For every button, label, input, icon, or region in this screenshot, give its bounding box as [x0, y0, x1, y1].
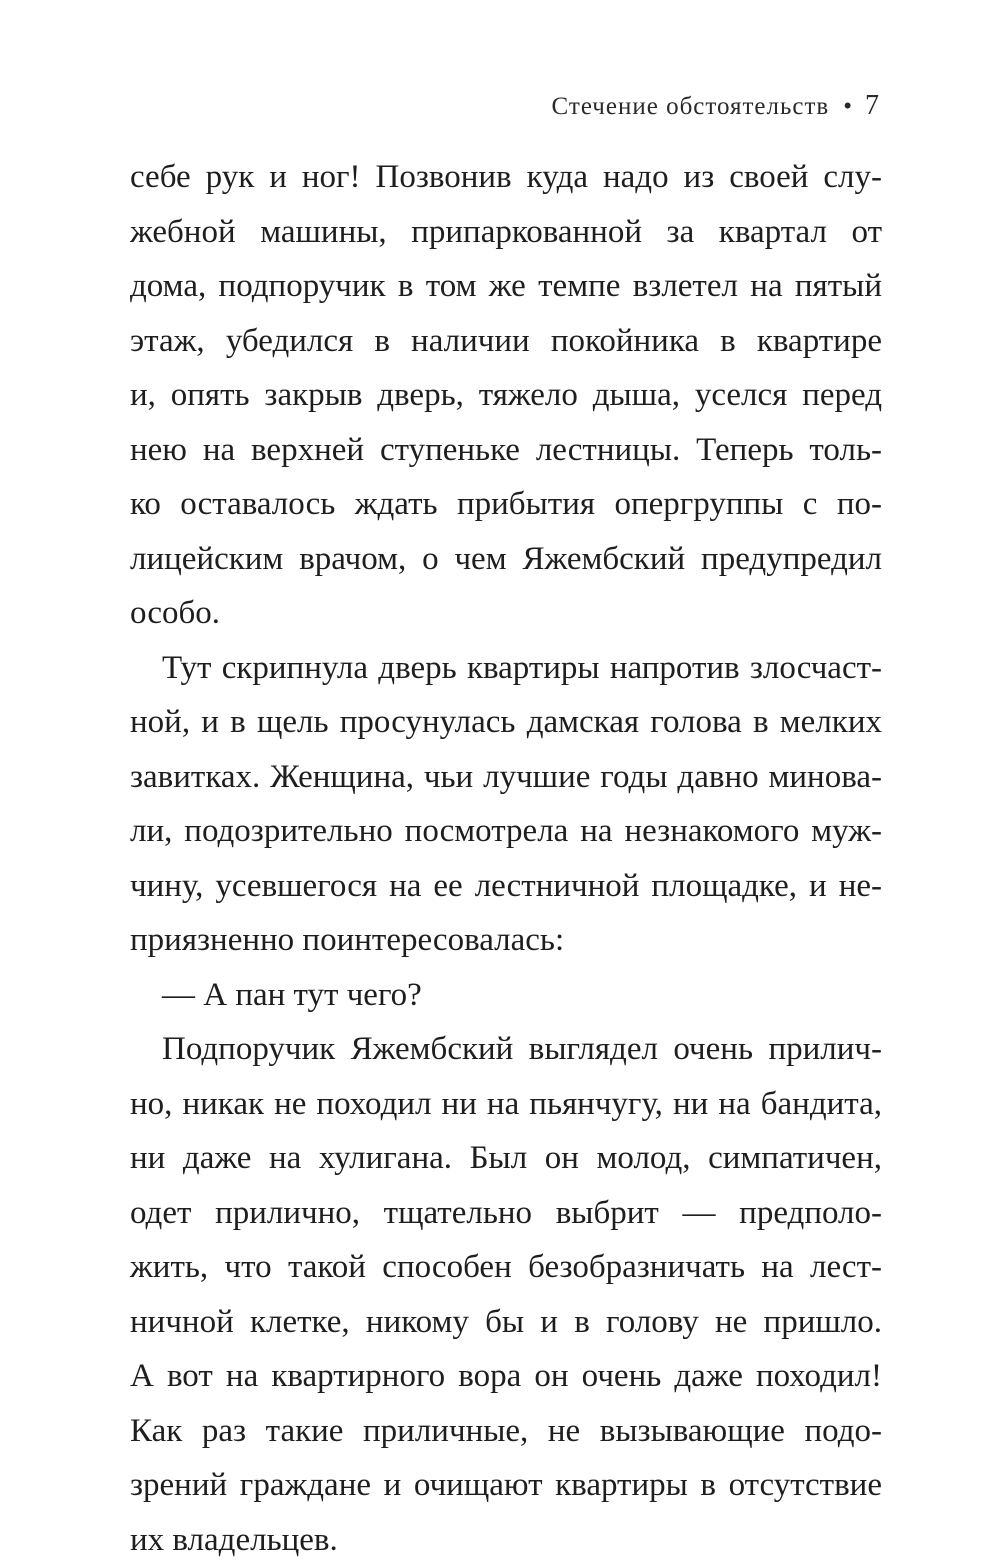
- text-line: этаж, убедился в наличии покойника в квартире: [130, 314, 882, 369]
- text-line: дома, подпоручик в том же темпе взлетел на пятый: [130, 259, 882, 314]
- text-line: себе рук и ног! Позвонив куда надо из своей слу-: [130, 150, 882, 205]
- text-line: и, опять закрыв дверь, тяжело дыша, уселся перед: [130, 368, 882, 423]
- text-line: особо.: [130, 586, 882, 641]
- text-line: жить, что такой способен безобразничать на лест-: [130, 1240, 882, 1295]
- text-line: но, никак не походил ни на пьянчугу, ни на бандита,: [130, 1077, 882, 1132]
- text-line: зрений граждане и очищают квартиры в отсутствие: [130, 1458, 882, 1513]
- running-header: [552, 90, 880, 130]
- running-title: Стечение обстоятельств: [552, 93, 830, 121]
- text-line: чину, усевшегося на ее лестничной площадке, и не-: [130, 859, 882, 914]
- text-line: ли, подозрительно посмотрела на незнакомого муж-: [130, 804, 882, 859]
- text-line: приязненно поинтересовалась:: [130, 913, 882, 968]
- text-line: — А пан тут чего?: [130, 968, 882, 1023]
- text-line: Подпоручик Яжембский выглядел очень прилич-: [130, 1022, 882, 1077]
- text-line: одет прилично, тщательно выбрит — предполо-: [130, 1186, 882, 1241]
- text-line: ко оставалось ждать прибытия опергруппы с по-: [130, 477, 882, 532]
- text-line: ничной клетке, никому бы и в голову не пришло.: [130, 1295, 882, 1350]
- text-line: ни даже на хулигана. Был он молод, симпатичен,: [130, 1131, 882, 1186]
- text-line: завитках. Женщина, чьи лучшие годы давно минова-: [130, 750, 882, 805]
- header-separator: •: [843, 93, 853, 121]
- text-line: Тут скрипнула дверь квартиры напротив злосчаст-: [130, 641, 882, 696]
- text-line: нею на верхней ступеньке лестницы. Теперь толь-: [130, 423, 882, 478]
- text-line: А вот на квартирного вора он очень даже походил!: [130, 1349, 882, 1404]
- text-line: ной, и в щель просунулась дамская голова в мелких: [130, 695, 882, 750]
- text-line: жебной машины, припаркованной за квартал от: [130, 205, 882, 260]
- body-text: [130, 150, 882, 1567]
- page-number: 7: [865, 90, 880, 122]
- text-line: Как раз такие приличные, не вызывающие подо-: [130, 1404, 882, 1459]
- text-line: их владельцев.: [130, 1513, 882, 1567]
- text-line: лицейским врачом, о чем Яжембский предупредил: [130, 532, 882, 587]
